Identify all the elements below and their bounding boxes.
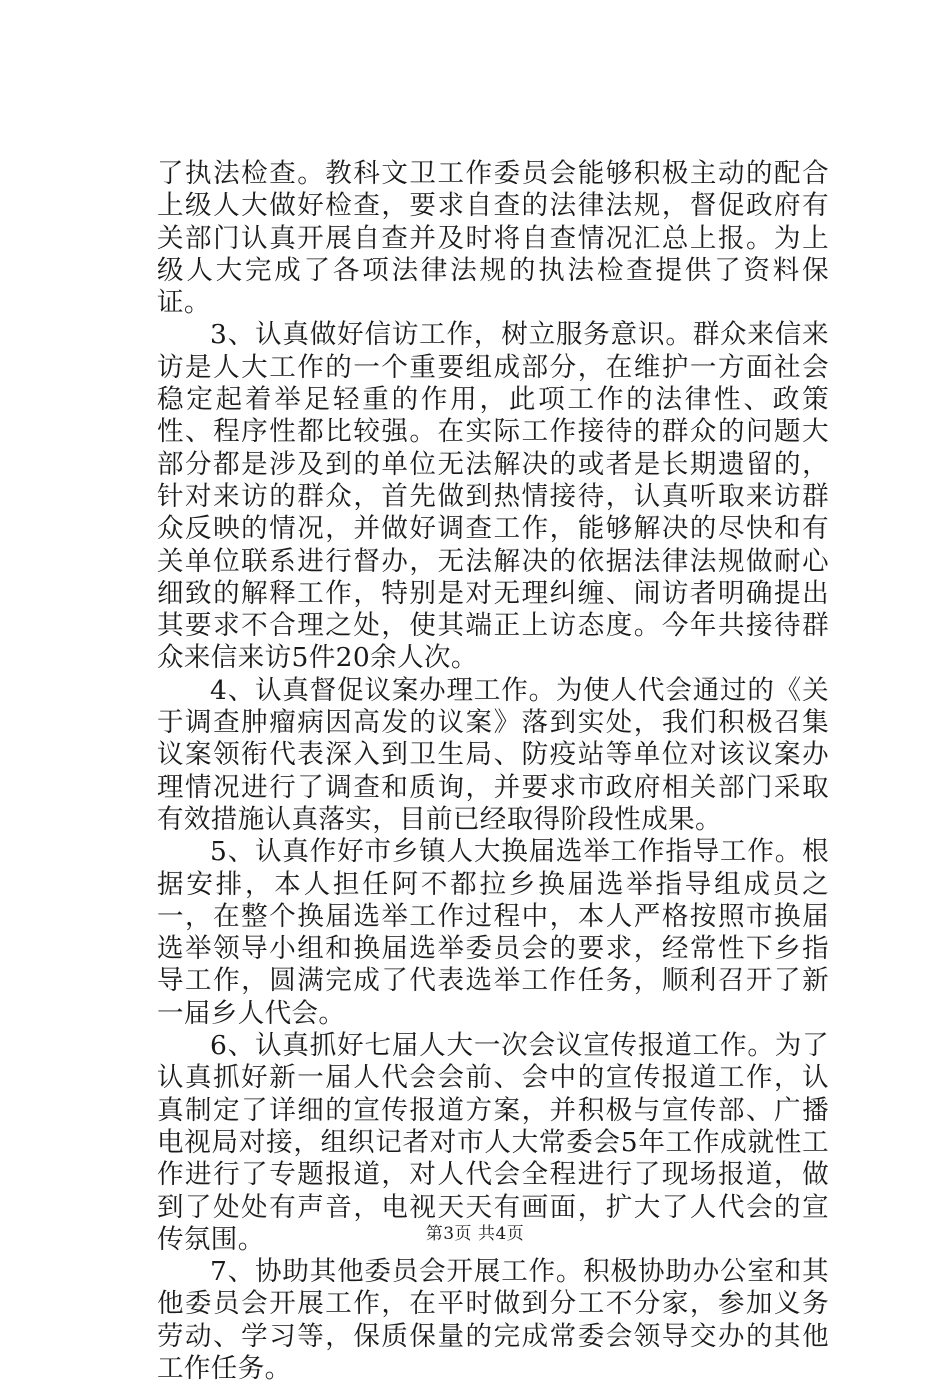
paragraph-item-7-assistance: 7、协助其他委员会开展工作。积极协助办公室和其他委员会开展工作，在平时做到分工不分家，参加义务劳动、学习等，保质保量的完成常委会领导交办的其他工作任务。 — [157, 1256, 829, 1384]
page-number-footer: 第3页 共4页 — [425, 1224, 525, 1244]
paragraph-item-6-publicity: 6、认真抓好七届人大一次会议宣传报道工作。为了认真抓好新一届人代会会前、会中的宣传报道工作，认真制定了详细的宣传报道方案，并积极与宣传部、广播电视局对接，组织记者对市人大常委会5年工作成就性工作进行了专题报道，对人代会全程进行了现场报道，做到了处处有声音，电视天天有画面，扩大了人代会的宣传氛围。 — [157, 1030, 829, 1255]
paragraph-item-4-motions: 4、认真督促议案办理工作。为使人代会通过的《关于调查肿瘤病因高发的议案》落到实处，我们积极召集议案领衔代表深入到卫生局、防疫站等单位对该议案办理情况进行了调查和质询，并要求市政府相关部门采取有效措施认真落实，目前已经取得阶段性成果。 — [157, 674, 829, 835]
paragraph-item-5-elections: 5、认真作好市乡镇人大换届选举工作指导工作。根据安排，本人担任阿不都拉乡换届选举指导组成员之一，在整个换届选举工作过程中，本人严格按照市换届选举领导小组和换届选举委员会的要求，经常性下乡指导工作，圆满完成了代表选举工作任务，顺利召开了新一届乡人代会。 — [157, 836, 829, 1029]
document-body — [157, 158, 829, 1385]
paragraph-item-3-petitions: 3、认真做好信访工作，树立服务意识。群众来信来访是人大工作的一个重要组成部分，在维护一方面社会稳定起着举足轻重的作用，此项工作的法律性、政策性、程序性都比较强。在实际工作接待的群众的问题大部分都是涉及到的单位无法解决的或者是长期遗留的，针对来访的群众，首先做到热情接待，认真听取来访群众反映的情况，并做好调查工作，能够解决的尽快和有关单位联系进行督办，无法解决的依据法律法规做耐心细致的解释工作，特别是对无理纠缠、闹访者明确提出其要求不合理之处，使其端正上访态度。今年共接待群众来信来访5件20余人次。 — [157, 319, 829, 674]
paragraph-continuation: 了执法检查。教科文卫工作委员会能够积极主动的配合上级人大做好检查，要求自查的法律法规，督促政府有关部门认真开展自查并及时将自查情况汇总上报。为上级人大完成了各项法律法规的执法检查提供了资料保证。 — [157, 158, 829, 319]
